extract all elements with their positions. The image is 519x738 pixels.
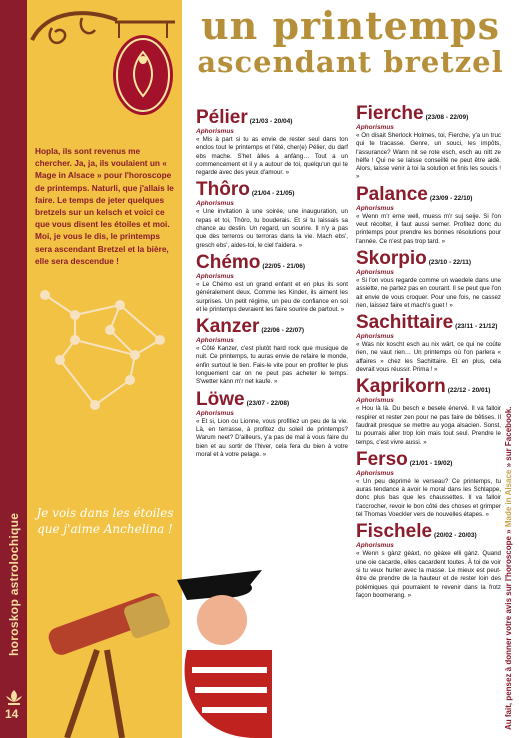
sign-entry [196, 253, 348, 314]
sign-name: Kanzer [196, 316, 260, 338]
sign-dates: (21/01 - 19/02) [409, 459, 453, 467]
sign-dates: (22/05 - 21/06) [262, 262, 306, 270]
sign-aphorism-label: Aphorismus [356, 268, 394, 276]
sign-text: « Was nix koscht esch au nix wärt, ce qui ne coûte rien, ne vaut rien… Un printemps où l'on parlera « affaires » chez les Sachittaire. Et en plus, cela devrait vous réussir. Prima ! » [356, 341, 501, 374]
sign-dates: (21/04 - 21/05) [251, 190, 295, 198]
sign-entry [196, 317, 348, 386]
sign-text: « On disait Sherlock Holmes, toi, Fierche, y'a un truc qui te tracasse. Genre, un souci, les impôts, l'assurance? Wann nit se rote esch, esch au nitt ze hèlfe ! Qui ne se laisse conseillé ne peut être aidé. Alors, laisse venir à toi la solution et finis les soucis ! » [356, 132, 501, 181]
sign-name: Palance [356, 183, 428, 205]
sign-aphorism-label: Aphorismus [196, 128, 234, 135]
sign-text: « Mis à part si tu as envie de rester seul dans ton enclos tout le printemps et l'été, cher(e) Pélier, du darf ebs mache. S'het àlles a anfàng… Tout a un commencement et il y a autour de toi, quelqu'un qui te regarde avec des yeux d'amour. » [196, 136, 348, 177]
sign-text: « Un peu déprimé le verseau? Ce printemps, tu auras tendance à avoir le moral dans les Schlappe, donc plus bas que les chaussettes. Il va falloir t'accrocher, revoir le bon côté des choses et grimper tel Thomas Voeckler vers de nouvelles étapes. » [356, 477, 501, 519]
sign-entry [356, 522, 501, 600]
sign-dates: (23/10 - 22/11) [428, 258, 472, 266]
sign-entry [356, 450, 501, 519]
sign-dates: (23/08 - 22/09) [425, 114, 469, 121]
headline-line1: un printemps [200, 3, 501, 48]
sign-dates: (23/11 - 21/12) [455, 323, 498, 331]
sign-text: « Wenn m'r erne well, muess m'r suj seije. Si l'on veut récolter, il faut aussi semer. Profitez donc du printemps pour prendre les bonnes résolutions pour l'année. Ce n'est pas trop tard. » [356, 212, 501, 245]
sign-text: « Côté Kanzer, c'est plutôt hard rock que musique de nuit. Ce printemps, tu auras envie de refaire le monde, enfin surtout le tien. Fais-le vite pour en profiter le plus longuement car on ne peut pas acheter le temps. S'wetter kànn m'r net kaufe. » [196, 345, 348, 386]
sign-name: Chémo [196, 251, 261, 273]
section-strip [0, 0, 27, 738]
sign-name: Kaprikorn [356, 376, 446, 398]
sign-entry [356, 249, 501, 310]
sign-text: « Le Chémo est un grand enfant et en plus ils sont généralement deux. Comme les Kinder, ils aiment les surprises. Un petit régime, un peu de confiance en soi et le printemps devraient les faire sourire de partout. » [196, 280, 348, 313]
side-note-suffix: » sur Facebook. [504, 406, 513, 470]
sign-aphorism-label: Aphorismus [196, 337, 234, 345]
page-headline [188, 3, 513, 79]
sign-text: « Si l'on vous regarde comme un waedele dans une assiette, ne partez pas en courant. Il se peut que l'on ait envie de vous croquer. Pour une fois, ne cassez rien, laissez faire et mach's guet ! » [356, 276, 501, 309]
sign-dates: (20/02 - 20/03) [434, 532, 477, 540]
sign-name: Sachittaire [356, 312, 454, 334]
sign-aphorism-label: Aphorismus [356, 542, 394, 550]
sign-aphorism-label: Aphorismus [356, 333, 394, 341]
sign-aphorism-label: Aphorismus [356, 204, 394, 212]
sign-aphorism-label: Aphorismus [356, 124, 394, 131]
sign-name: Pélier [196, 107, 248, 128]
sign-name: Skorpio [356, 247, 427, 269]
sign-entry [196, 390, 348, 459]
section-title: horoskop astrolochique [7, 512, 21, 656]
sign-entry [196, 180, 348, 249]
handwritten-note: Je vois dans les étoiles que j'aime Anchelina ! [36, 506, 174, 536]
sign-aphorism-label: Aphorismus [196, 272, 234, 280]
sign-dates: (23/07 - 22/08) [246, 399, 290, 407]
signs-column-left [196, 108, 348, 462]
sign-dates: (23/09 - 22/10) [429, 194, 473, 202]
sign-dates: (22/06 - 22/07) [261, 327, 304, 335]
page-number: 14 [5, 707, 19, 721]
sign-entry [356, 313, 501, 374]
sign-name: Fierche [356, 103, 424, 124]
sign-name: Thôro [196, 179, 250, 201]
sign-entry [356, 104, 501, 182]
sign-entry [356, 377, 501, 446]
sign-aphorism-label: Aphorismus [356, 397, 394, 405]
sign-entry [196, 108, 348, 177]
sign-text: « Hou là là. Du besch e besele énervé. Il va falloir respirer et rester zen pour ne pas faire de bêtises. Il faudrait presque se mettre au yoga alsacien. Sonst, tu pourrais aller trop loin mais tout seul. Prendre le temps, c'est vivre aussi. » [356, 405, 501, 446]
sign-name: Löwe [196, 388, 245, 410]
side-note-highlight: Made in Alsace [504, 469, 513, 528]
fleur-logo-icon [4, 688, 24, 706]
headline-line2: ascendant bretzel [197, 45, 504, 79]
hanging-sign-illustration [27, 0, 182, 130]
sign-name: Ferso [356, 448, 408, 470]
wizard-telescope-illustration [27, 540, 272, 738]
side-note-prefix: Au fait, pensez à donner votre avis sur l'horoscope » [504, 527, 513, 730]
sign-aphorism-label: Aphorismus [196, 200, 234, 208]
sign-aphorism-label: Aphorismus [356, 469, 394, 477]
sign-dates: (21/03 - 20/04) [249, 118, 293, 125]
intro-text: Hopla, ils sont revenus me chercher. Ja, ja, ils voulaient un « Mage in Alsace » pour l'horoscope de printemps. Naturli, que j'allais le faire. Le temps de jeter quelques bretzels sur un kelsch et voici ce que vous disent les étoiles et moi. Moi, je vous le dis, le printemps sera ascendant Bretzel et la bière, elle sera descendue ! [35, 146, 174, 266]
side-note [504, 340, 518, 730]
sign-text: « Une invitation à une soirée, une inauguration, un repas et toi, Thôro, tu bouderais. Et si tu laissais sa chance au destin. Un regard, un sourire. Il n'y a pas que des terreros ou terroras dans la vie. Mach ebs', gresch ebs', aides-toi, le ciel t'aidera. » [196, 208, 348, 249]
constellation-illustration [35, 285, 180, 425]
side-note-text [504, 340, 518, 730]
sign-entry [356, 185, 501, 246]
sign-name: Fischele [356, 521, 433, 543]
sign-dates: (22/12 - 20/01) [447, 387, 491, 395]
sign-aphorism-label: Aphorismus [196, 409, 234, 417]
sign-text: « Et si, Lion ou Lionne, vous profitiez un peu de la vie. Là, en terrasse, à profitez du soleil de printemps? Warum neet? D'ailleurs, y'a pas de mal à vous faire du bien et au sortir de l'hiver, cela fera du bien à votre moral et à votre pelage. » [196, 417, 348, 458]
signs-column-right [356, 104, 501, 603]
sign-text: « Wenn s gànz gèàxt, no gèàxe elli gànz. Quand une oie cacarde, elles cacardent toutes. À toi de voir si tu veux hurler avec la masse. Le mieux est peut-être de prendre de la hauteur et de rester loin des polémiques qui pourraient te revenir dans la frotz façon boomerang. » [356, 550, 501, 599]
